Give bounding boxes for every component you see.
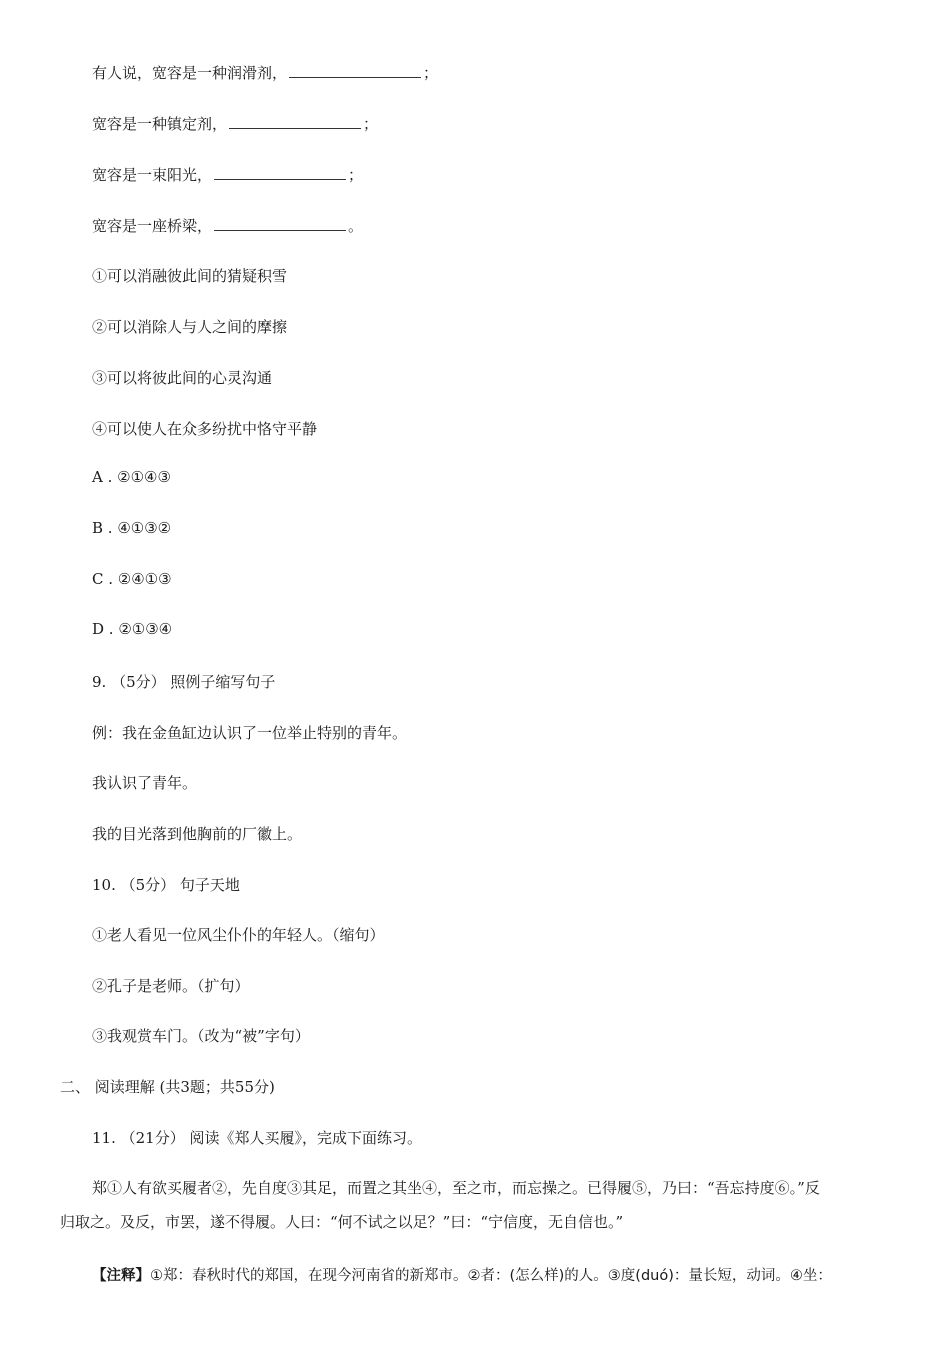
statement-3: ③可以将彼此间的心灵沟通 xyxy=(92,369,273,387)
answer-blank-3 xyxy=(214,167,346,180)
question-10-header: 10. （5分） 句子天地 xyxy=(92,876,240,894)
blank-line-3-prefix: 宽容是一束阳光， xyxy=(92,166,213,184)
question-10-item-2: ②孔子是老师。（扩句） xyxy=(92,977,250,995)
blank-line-1-prefix: 有人说，宽容是一种润滑剂， xyxy=(92,64,288,82)
answer-blank-4 xyxy=(214,218,346,231)
annotation-label: 【注释】 xyxy=(92,1268,150,1284)
statement-2: ②可以消除人与人之间的摩擦 xyxy=(92,318,288,336)
statement-1: ①可以消融彼此间的猜疑积雪 xyxy=(92,267,288,285)
option-b[interactable]: B . ④①③② xyxy=(92,519,172,537)
blank-line-4 xyxy=(92,215,363,236)
question-11-header: 11. （21分） 阅读《郑人买履》，完成下面练习。 xyxy=(92,1129,422,1147)
annotation-text: ①郑：春秋时代的郑国，在现今河南省的新郑市。②者：(怎么样)的人。③度(duó)：量长短，动词。④坐： xyxy=(150,1268,832,1284)
passage-line-1: 郑①人有欲买履者②，先自度③其足，而置之其坐④，至之市，而忘操之。已得履⑤，乃曰：“吾忘持度⑥。”反 xyxy=(92,1179,820,1197)
blank-line-4-prefix: 宽容是一座桥梁， xyxy=(92,217,213,235)
option-a[interactable]: A . ②①④③ xyxy=(92,468,171,486)
blank-line-1 xyxy=(92,62,438,83)
blank-line-2-suffix: ； xyxy=(363,115,379,133)
question-9-header: 9. （5分） 照例子缩写句子 xyxy=(92,673,276,691)
answer-blank-2 xyxy=(229,116,361,129)
blank-line-4-suffix: 。 xyxy=(348,217,364,235)
answer-blank-1 xyxy=(289,65,421,78)
blank-line-2 xyxy=(92,113,378,134)
blank-line-2-prefix: 宽容是一种镇定剂， xyxy=(92,115,228,133)
blank-line-1-suffix: ； xyxy=(423,64,439,82)
annotation-note xyxy=(92,1264,912,1285)
blank-line-3-suffix: ； xyxy=(348,166,364,184)
blank-line-3 xyxy=(92,164,363,185)
question-9-task: 我的目光落到他胸前的厂徽上。 xyxy=(92,825,303,843)
option-d[interactable]: D . ②①③④ xyxy=(92,620,173,638)
passage-line-2: 归取之。及反，市罢，遂不得履。人曰：“何不试之以足？”曰：“宁信度，无自信也。” xyxy=(60,1213,624,1231)
option-c[interactable]: C . ②④①③ xyxy=(92,570,172,588)
statement-4: ④可以使人在众多纷扰中恪守平静 xyxy=(92,420,318,438)
section-2-heading: 二、 阅读理解 (共3题；共55分) xyxy=(60,1078,275,1096)
question-9-example: 例：我在金鱼缸边认识了一位举止特别的青年。 xyxy=(92,724,408,742)
question-10-item-3: ③我观赏车门。（改为“被”字句） xyxy=(92,1027,310,1045)
question-9-example-answer: 我认识了青年。 xyxy=(92,774,198,792)
question-10-item-1: ①老人看见一位风尘仆仆的年轻人。（缩句） xyxy=(92,926,385,944)
